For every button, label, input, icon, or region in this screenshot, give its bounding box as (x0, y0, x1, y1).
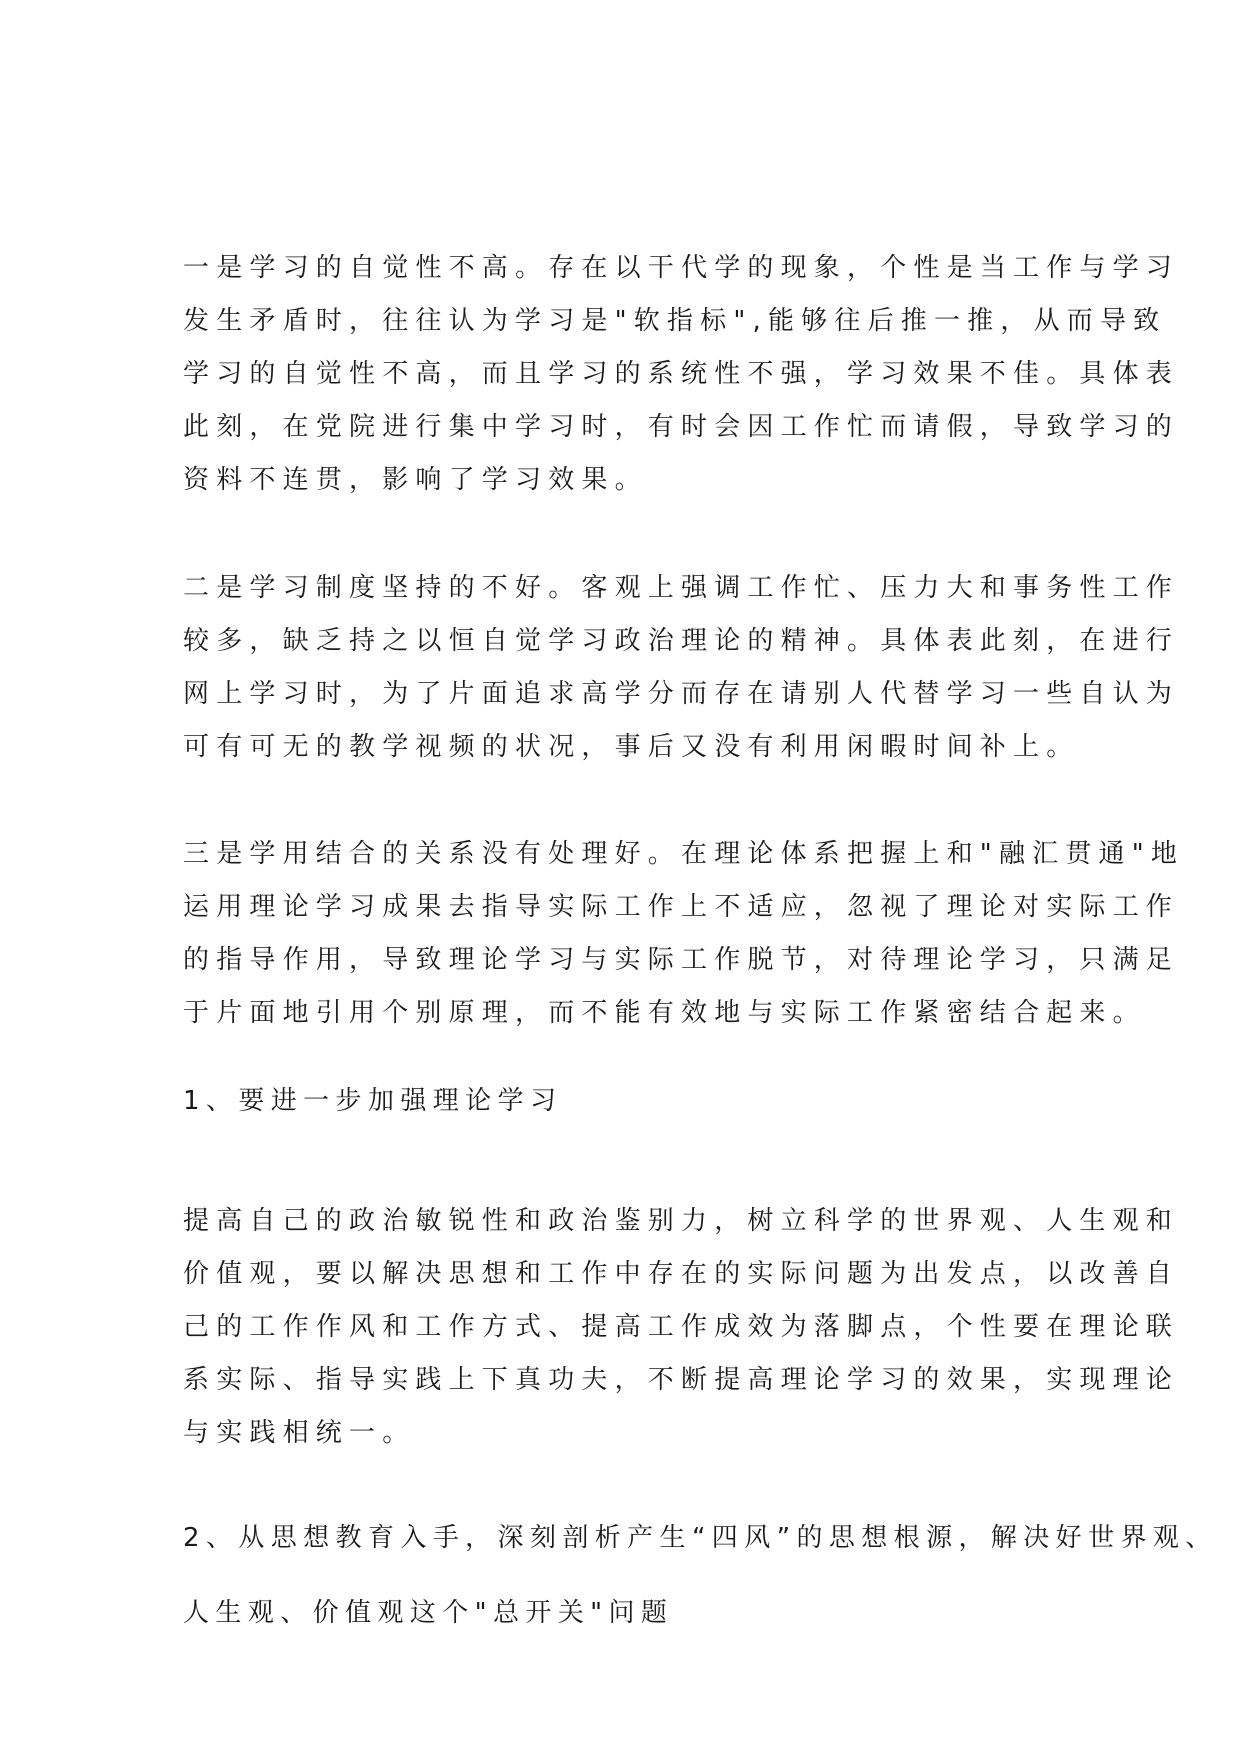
section-heading-1 (183, 1088, 1063, 1114)
paragraph-line: 二是学习制度坚持的不好。客观上强调工作忙、压力大和事务性工作 (183, 573, 1180, 603)
paragraph-2 (183, 573, 1180, 762)
paragraph-line: 提高自己的政治敏锐性和政治鉴别力，树立科学的世界观、人生观和 (183, 1206, 1180, 1236)
paragraph-line: 发生矛盾时，往往认为学习是"软指标",能够往后推一推，从而导致 (183, 306, 1167, 336)
paragraph-line: 一是学习的自觉性不高。存在以干代学的现象，个性是当工作与学习 (183, 253, 1180, 283)
section-heading-text: 2、从思想教育入手，深刻剖析产生“四风”的思想根源，解决好世界观、 (183, 1523, 1218, 1553)
paragraph-line: 运用理论学习成果去指导实际工作上不适应，忽视了理论对实际工作 (183, 892, 1180, 922)
paragraph-4 (183, 1206, 1180, 1448)
section-heading-2-continued (183, 1600, 1063, 1626)
paragraph-line: 与实践相统一。 (183, 1418, 416, 1448)
paragraph-line: 可有可无的教学视频的状况，事后又没有利用闲暇时间补上。 (183, 732, 1080, 762)
paragraph-line: 较多，缺乏持之以恒自觉学习政治理论的精神。具体表此刻，在进行 (183, 626, 1180, 656)
paragraph-line: 价值观，要以解决思想和工作中存在的实际问题为出发点，以改善自 (183, 1259, 1180, 1289)
section-heading-text: 人生观、价值观这个"总开关"问题 (183, 1598, 674, 1628)
paragraph-line: 于片面地引用个别原理，而不能有效地与实际工作紧密结合起来。 (183, 998, 1146, 1028)
section-heading-text: 1、要进一步加强理论学习 (183, 1086, 563, 1116)
paragraph-line: 此刻，在党院进行集中学习时，有时会因工作忙而请假，导致学习的 (183, 412, 1180, 442)
paragraph-line: 网上学习时，为了片面追求高学分而存在请别人代替学习一些自认为 (183, 679, 1180, 709)
paragraph-3 (183, 839, 1185, 1028)
paragraph-line: 己的工作作风和工作方式、提高工作成效为落脚点，个性要在理论联 (183, 1312, 1180, 1342)
section-heading-2 (183, 1523, 1218, 1553)
paragraph-line: 的指导作用，导致理论学习与实际工作脱节，对待理论学习，只满足 (183, 945, 1180, 975)
paragraph-line: 系实际、指导实践上下真功夫，不断提高理论学习的效果，实现理论 (183, 1365, 1180, 1395)
paragraph-line: 三是学用结合的关系没有处理好。在理论体系把握上和"融汇贯通"地 (183, 839, 1185, 869)
paragraph-line: 学习的自觉性不高，而且学习的系统性不强，学习效果不佳。具体表 (183, 359, 1180, 389)
paragraph-line: 资料不连贯，影响了学习效果。 (183, 465, 648, 495)
paragraph-1 (183, 253, 1180, 495)
